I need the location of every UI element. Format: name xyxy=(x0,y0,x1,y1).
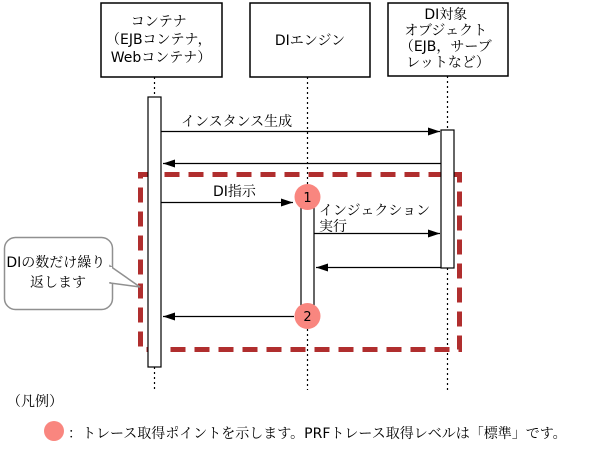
label-instance-create: インスタンス生成 xyxy=(181,114,293,130)
label-injection: インジェクション 実行 xyxy=(319,203,431,235)
actor-label-di-target: DI対象 オブジェクト （EJB，サーブ レットなど） xyxy=(399,7,492,71)
note-tail xyxy=(110,266,140,287)
trace-point-1-label: 1 xyxy=(303,191,312,206)
legend-group xyxy=(7,394,567,442)
actor-label-di-engine: DIエンジン xyxy=(274,33,346,49)
note-group xyxy=(5,238,141,310)
note-bubble xyxy=(5,238,113,310)
trace-point-2-label: 2 xyxy=(303,310,312,325)
note-text: DIの数だけ繰り 返します xyxy=(6,255,106,291)
label-di-instruction: DI指示 xyxy=(213,184,256,200)
legend-title: （凡例） xyxy=(7,394,63,410)
actors-group xyxy=(101,3,508,77)
legend-description: ：トレース取得ポイントを示します。PRFトレース取得レベルは「標準」です。 xyxy=(68,426,567,442)
actor-label-container: コンテナ （EJBコンテナ， Webコンテナ） xyxy=(105,14,212,66)
activation-di-engine xyxy=(301,197,314,316)
activation-container xyxy=(148,97,161,367)
activation-di-target xyxy=(441,130,454,268)
trace-point-legend-icon xyxy=(44,421,64,441)
